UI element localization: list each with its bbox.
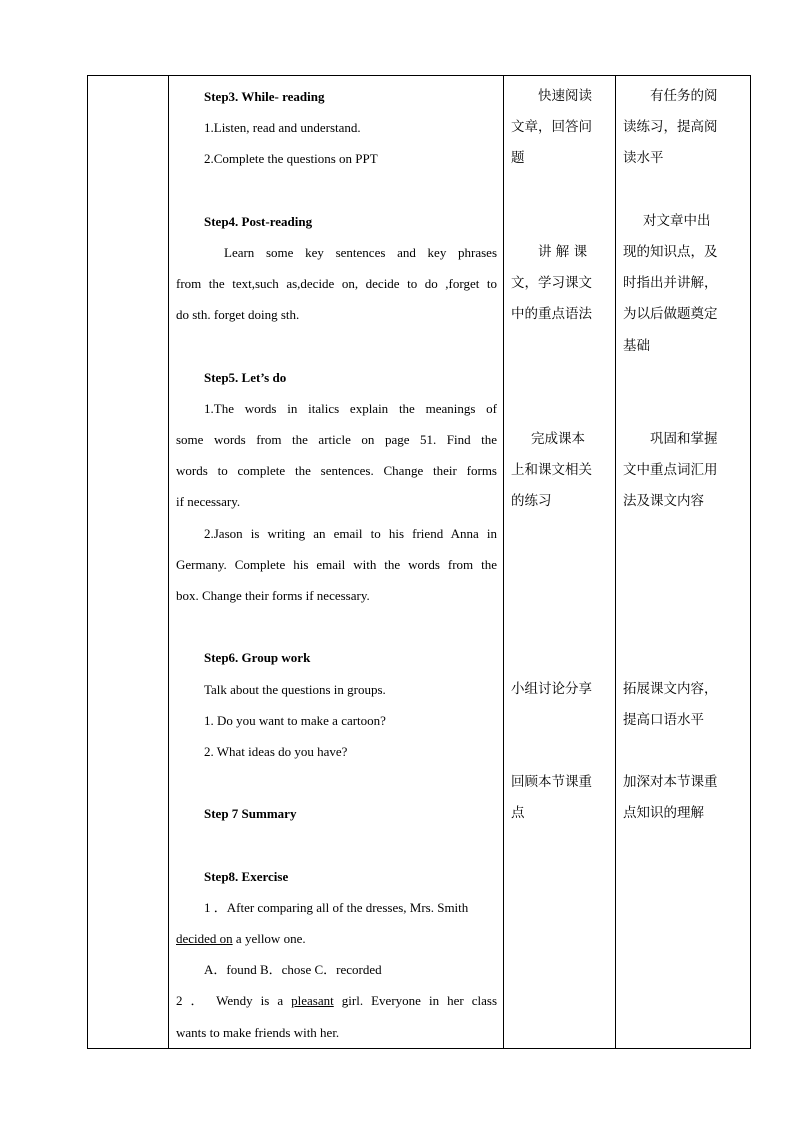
activity-text: 文，学习课文	[511, 275, 592, 292]
activity-text: 回顾本节课重	[511, 774, 592, 791]
step5-line: if necessary.	[176, 494, 241, 510]
step3-title: Step3. While- reading	[204, 89, 325, 104]
step6-line: Talk about the questions in groups.	[204, 681, 386, 697]
blank-line	[176, 611, 497, 642]
step5-line: some words from the article on page 51. Find the	[176, 432, 497, 448]
student-activity-cell	[504, 76, 616, 1049]
step4-title: Step4. Post-reading	[204, 213, 313, 229]
step5-line: 2.Jason is writing an email to his friend Anna in	[204, 525, 497, 541]
activity-text: 上和课文相关	[511, 462, 592, 479]
exercise-options: A．found B．chose C．recorded	[204, 962, 382, 978]
step5-line: words to complete the sentences. Change their forms	[176, 463, 497, 479]
intent-text: 基础	[623, 337, 650, 354]
exercise-question-2-cont: wants to make friends with her.	[176, 1024, 340, 1040]
exercise-question-1-cont	[176, 923, 497, 954]
step8-title: Step8. Exercise	[204, 868, 289, 884]
question-text: 2 ． Wendy is a	[176, 993, 292, 1009]
exercise-question-2	[176, 985, 497, 1016]
question-text: a yellow one.	[232, 931, 306, 947]
question-text: girl. Everyone in her class	[333, 993, 497, 1009]
intent-text: 拓展课文内容，	[623, 680, 718, 697]
step5-line: Germany. Complete his email with the words from the	[176, 556, 497, 572]
step6-title: Step6. Group work	[204, 650, 311, 666]
intent-text: 读水平	[623, 150, 664, 167]
activity-text: 讲 解 课	[538, 243, 588, 260]
intent-text: 有任务的阅	[650, 88, 718, 104]
intent-text: 巩固和掌握	[650, 431, 718, 448]
step7-title: Step 7 Summary	[204, 806, 297, 822]
step5-line: 1.The words in italics explain the meanings of	[204, 400, 497, 416]
activity-text: 快速阅读	[538, 88, 592, 104]
blank-line	[176, 830, 497, 861]
step4-line: do sth. forget doing sth.	[176, 307, 300, 323]
intent-text: 为以后做题奠定	[623, 306, 718, 323]
intent-text: 法及课文内容	[623, 493, 704, 510]
intent-text: 点知识的理解	[623, 805, 704, 822]
activity-text: 点	[511, 805, 525, 822]
teaching-process-cell	[169, 76, 504, 1049]
intent-text: 加深对本节课重	[623, 774, 718, 791]
step3-line: 1.Listen, read and understand.	[204, 120, 361, 136]
empty-first-column	[88, 76, 169, 1049]
activity-text: 中的重点语法	[511, 306, 592, 323]
activity-text: 小组讨论分享	[511, 680, 592, 697]
lesson-plan-table	[87, 75, 751, 1049]
exercise-question-1: 1 ．After comparing all of the dresses, Mrs. Smith	[204, 899, 469, 915]
step4-line: Learn some key sentences and key phrases	[224, 244, 497, 260]
table-row	[88, 76, 751, 1049]
activity-text: 完成课本	[531, 431, 585, 448]
step6-line: 1. Do you want to make a cartoon?	[204, 712, 386, 728]
blank-line	[176, 175, 497, 206]
intent-text: 文中重点词汇用	[623, 462, 718, 479]
intent-text: 对文章中出	[643, 212, 711, 229]
intent-text: 读练习，提高阅	[623, 119, 718, 136]
intent-text: 时指出并讲解，	[623, 275, 718, 292]
step6-line: 2. What ideas do you have?	[204, 743, 348, 759]
step5-line: box. Change their forms if necessary.	[176, 588, 370, 603]
step4-line: from the text,such as,decide on, decide to do ,forget to	[176, 276, 497, 292]
blank-line	[176, 767, 497, 798]
step3-line: 2.Complete the questions on PPT	[204, 151, 378, 167]
activity-text: 的练习	[511, 493, 552, 510]
activity-text: 文章，回答问	[511, 119, 592, 136]
step5-title: Step5. Let’s do	[204, 369, 287, 385]
design-intent-cell	[616, 76, 751, 1049]
underlined-word: pleasant	[291, 993, 334, 1009]
intent-text: 现的知识点，及	[623, 243, 718, 260]
blank-line	[176, 331, 497, 362]
underlined-phrase: decided on	[176, 931, 233, 947]
activity-text: 题	[511, 150, 525, 167]
intent-text: 提高口语水平	[623, 711, 704, 728]
